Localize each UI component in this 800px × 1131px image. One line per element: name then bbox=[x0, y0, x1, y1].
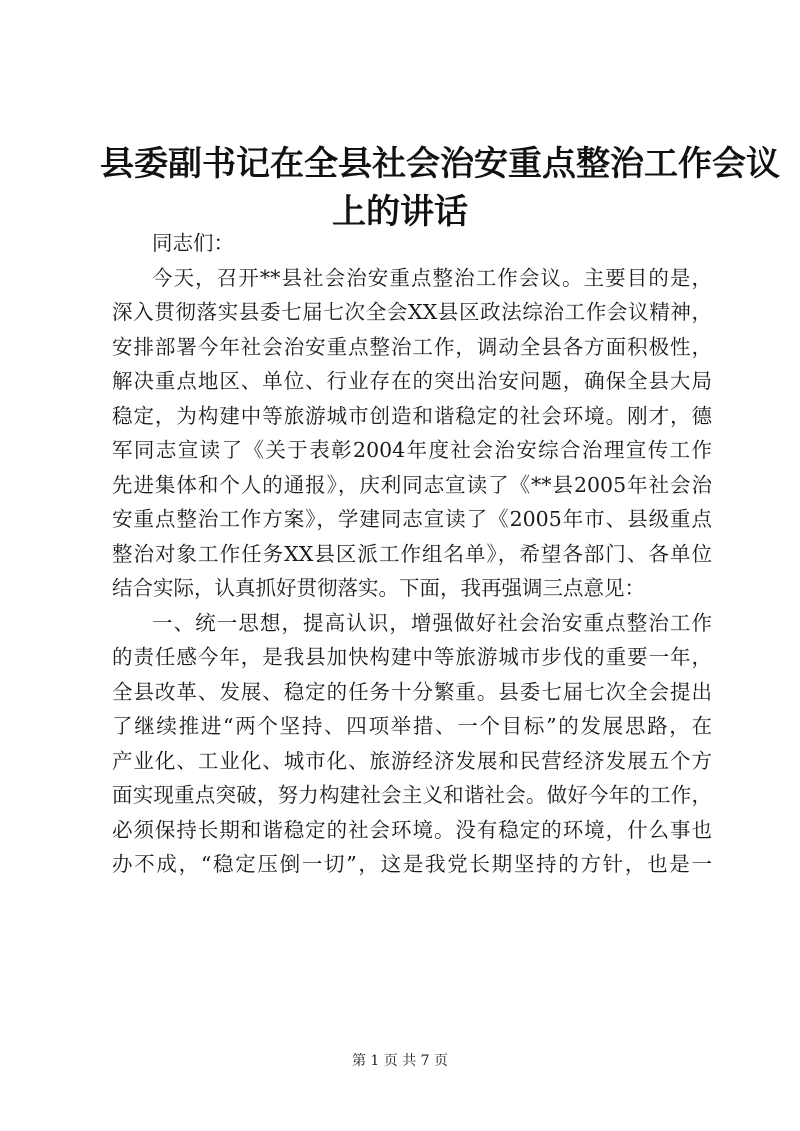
paragraph-line: 安重点整治工作方案》，学建同志宣读了《2005年市、县级重点 bbox=[112, 507, 712, 531]
title-line-2: 上的讲话 bbox=[332, 192, 468, 232]
section-heading-line: 一、统一思想，提高认识，增强做好社会治安重点整治工作 bbox=[152, 610, 712, 635]
paragraph-line: 整治对象工作任务XX县区派工作组名单》，希望各部门、各单位 bbox=[112, 541, 712, 566]
page-footer: 第 1 页 共 7 页 bbox=[351, 1053, 449, 1069]
paragraph-line: 先进集体和个人的通报》，庆利同志宣读了《**县2005年社会治 bbox=[112, 472, 712, 497]
paragraph-line: 产业化、工业化、城市化、旅游经济发展和民营经济发展五个方 bbox=[112, 748, 712, 773]
paragraph-line: 了继续推进“两个坚持、四项举措、一个目标”的发展思路，在 bbox=[112, 714, 712, 738]
title-line-1: 县委副书记在全县社会治安重点整治工作会议 bbox=[100, 144, 780, 184]
salutation: 同志们： bbox=[152, 231, 234, 255]
paragraph-line: 办不成，“稳定压倒一切”，这是我党长期坚持的方针，也是一 bbox=[112, 852, 712, 876]
paragraph-line: 安排部署今年社会治安重点整治工作，调动全县各方面积极性， bbox=[112, 334, 712, 359]
paragraph-line: 结合实际，认真抓好贯彻落实。下面，我再强调三点意见： bbox=[112, 576, 645, 600]
paragraph-line: 稳定，为构建中等旅游城市创造和谐稳定的社会环境。刚才，德 bbox=[112, 403, 712, 428]
paragraph-line: 的责任感今年，是我县加快构建中等旅游城市步伐的重要一年， bbox=[112, 645, 712, 669]
paragraph-line: 深入贯彻落实县委七届七次全会XX县区政法综治工作会议精神， bbox=[112, 300, 712, 324]
paragraph-line: 面实现重点突破，努力构建社会主义和谐社会。做好今年的工作， bbox=[112, 783, 712, 807]
paragraph-line: 解决重点地区、单位、行业存在的突出治安问题，确保全县大局 bbox=[112, 369, 712, 393]
paragraph-line: 今天，召开**县社会治安重点整治工作会议。主要目的是， bbox=[152, 265, 712, 290]
paragraph-line: 必须保持长期和谐稳定的社会环境。没有稳定的环境，什么事也 bbox=[112, 817, 712, 842]
document-body bbox=[112, 226, 712, 882]
document-title bbox=[100, 140, 780, 236]
paragraph-line: 军同志宣读了《关于表彰2004年度社会治安综合治理宣传工作 bbox=[112, 438, 712, 462]
paragraph-line: 全县改革、发展、稳定的任务十分繁重。县委七届七次全会提出 bbox=[112, 679, 712, 704]
